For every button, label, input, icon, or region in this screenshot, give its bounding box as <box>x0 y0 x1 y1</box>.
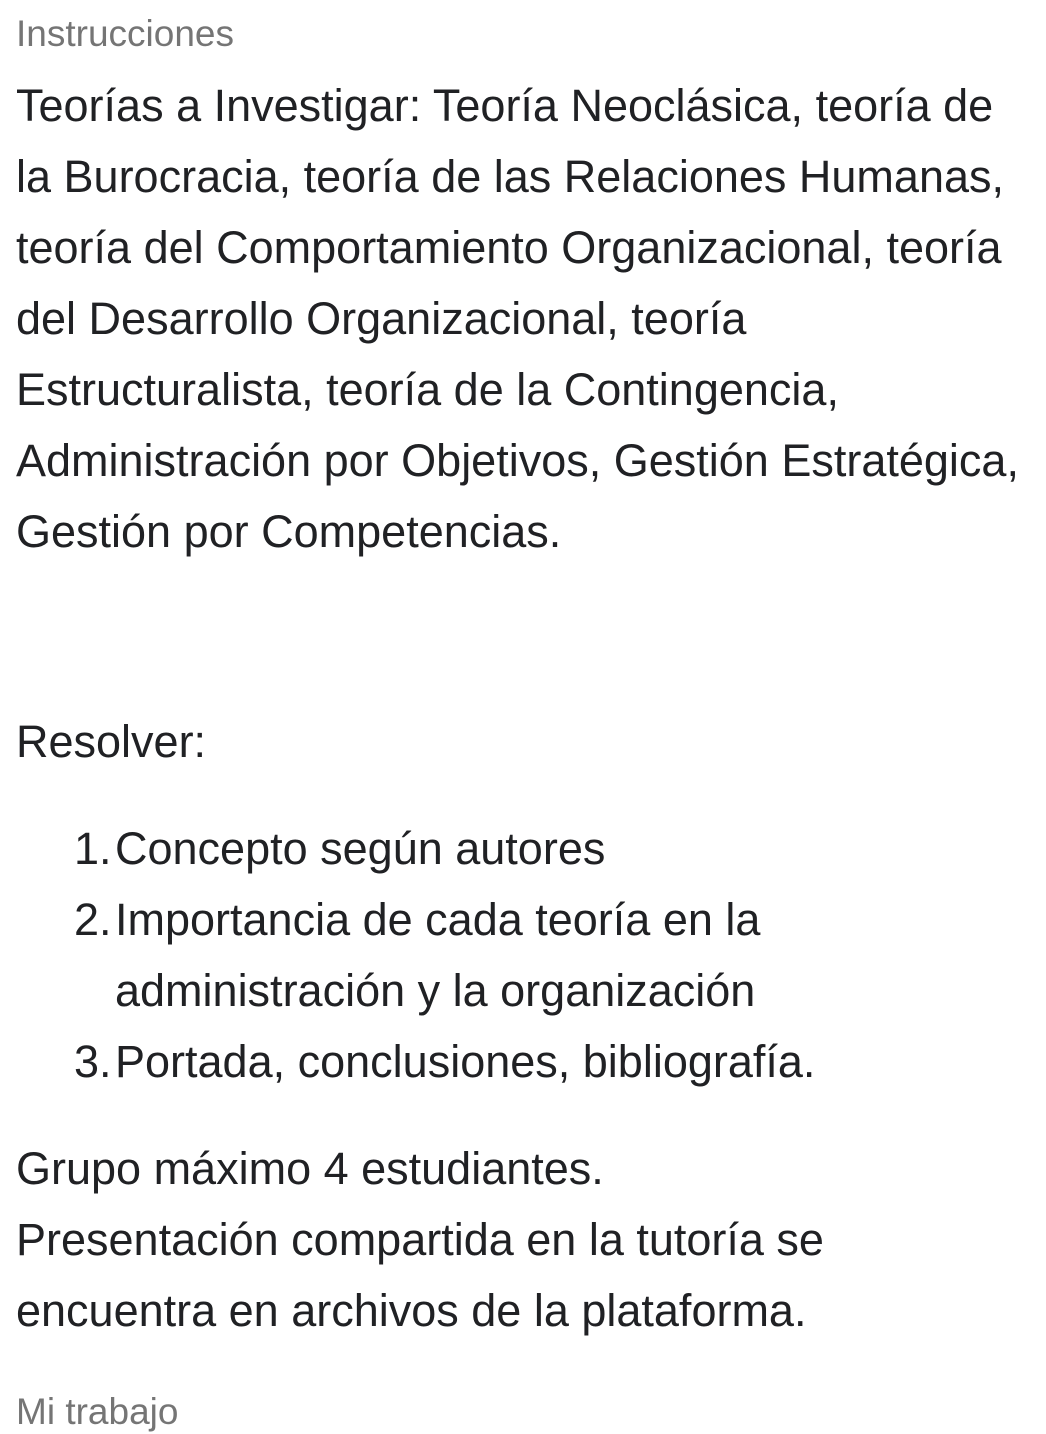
list-item-text: Portada, conclusiones, bibliografía. <box>115 1036 816 1087</box>
list-item <box>74 884 974 1026</box>
list-item-number: 2. <box>74 894 112 945</box>
group-info <box>16 1133 1026 1346</box>
presentation-note-text: Presentación compartida en la tutoría se encuentra en archivos de la plataforma. <box>16 1214 824 1336</box>
list-item-text: Concepto según autores <box>115 823 606 874</box>
list-item-number: 3. <box>74 1036 112 1087</box>
group-size-text: Grupo máximo 4 estudiantes. <box>16 1143 604 1194</box>
section-label-instructions: Instrucciones <box>16 13 234 54</box>
list-item-text: Importancia de cada teoría en la administración y la organización <box>115 894 761 1016</box>
tasks-list <box>74 813 974 1097</box>
resolver-heading: Resolver: <box>16 716 207 767</box>
list-item <box>74 1026 974 1097</box>
section-label-my-work: Mi trabajo <box>16 1391 179 1432</box>
list-item <box>74 813 974 884</box>
theories-paragraph: Teorías a Investigar: Teoría Neoclásica, teoría de la Burocracia, teoría de las Relaciones Humanas, teoría del Comportamiento Organizacional, teoría del Desarrollo Organizacional, teoría Estructuralista, teoría de la Contingencia, Administración por Objetivos, Gestión Estratégica, Gestión por Competencias. <box>16 80 1019 557</box>
list-item-number: 1. <box>74 823 112 874</box>
